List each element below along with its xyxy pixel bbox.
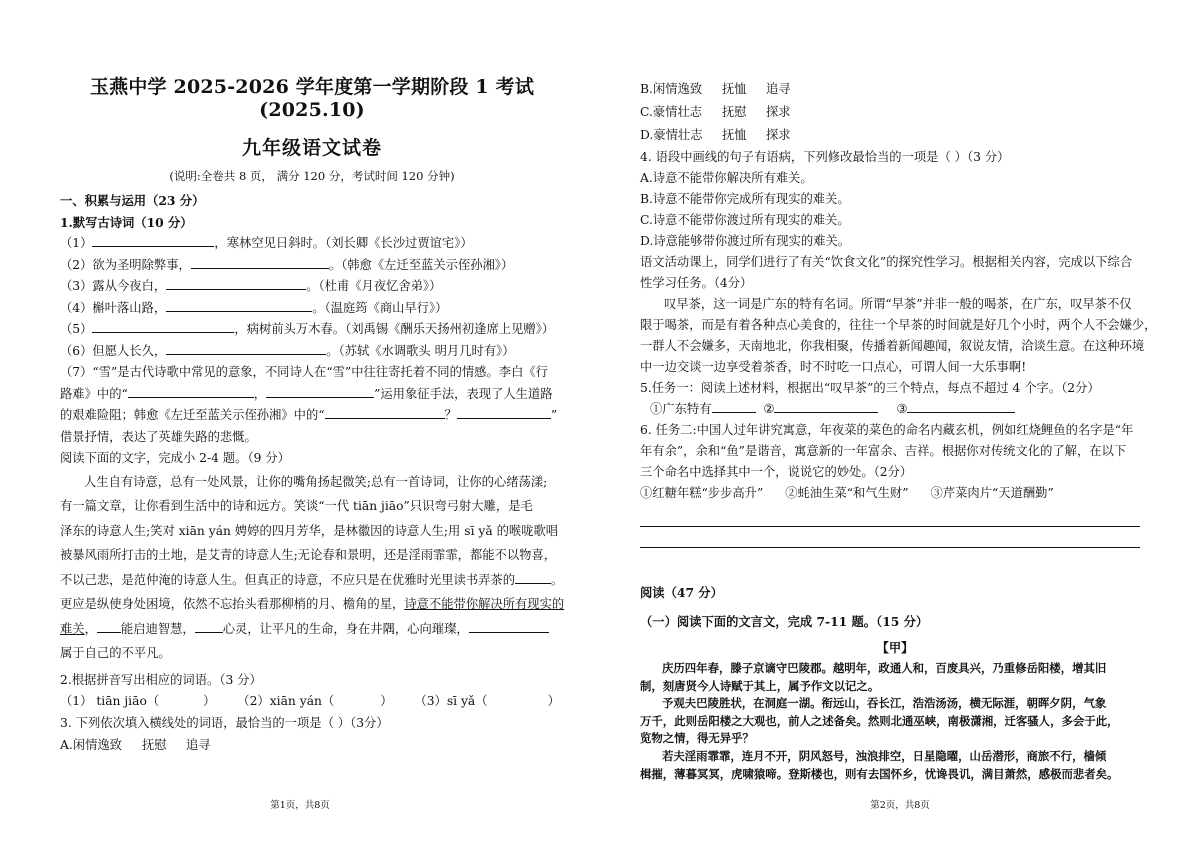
passage-line: 人生自有诗意，总有一处风景，让你的嘴角扬起微笑;总有一首诗词，让你的心绪荡漾; <box>84 474 548 489</box>
poem-item-5 <box>60 319 564 341</box>
option-c[interactable]: C.豪情壮志 抚慰 探求 <box>640 105 791 119</box>
passage-line: 被暴风雨所打击的土地，是艾青的诗意人生;无论春和景明，还是淫雨霏霏，都能不以物喜， <box>60 548 557 562</box>
classical-line: 万千，此则岳阳楼之大观也，前人之述备矣。然则北通巫峡，南极潇湘，迁客骚人，多会于此， <box>640 713 1119 728</box>
classical-line: 制，刻唐贤今人诗赋于其上，属予作文以记之。 <box>640 678 880 693</box>
page-footer: 第1页，共8页 <box>270 800 330 811</box>
item-text: 。（韩愈《左迁至蓝关示侄孙湘》） <box>328 257 514 272</box>
item-num: （5） <box>60 322 93 336</box>
answer-blank[interactable] <box>774 399 878 413</box>
poem-item-6 <box>60 341 564 363</box>
section-heading: 一、积累与运用（23 分） <box>60 193 205 208</box>
question-6-items: ①红糖年糕“步步高升” ②蚝油生菜“和气生财” ③芹菜肉片“天道酬勤” <box>640 486 1054 500</box>
passage-line: 难关， 能启迪智慧， 心灵，让平凡的生命，身在井隅，心向璀璨， <box>60 617 564 642</box>
answer-blank[interactable] <box>907 399 1015 413</box>
item-text: 。（苏轼《水调歌头 明月几时有》） <box>326 343 515 358</box>
poem-item-1 <box>60 233 564 255</box>
answer-blank[interactable] <box>457 405 551 419</box>
page-footer: 第2页，共8页 <box>870 800 930 811</box>
item-text: （2）欲为圣明除弊事， <box>60 257 191 272</box>
item-text: 。（杜甫《月夜忆舍弟》） <box>306 279 442 293</box>
passage-line: 属于自己的不平凡。 <box>60 646 171 660</box>
question-6-line: 年有余”，余和“鱼”是谐音，寓意新的一年富余、吉祥。根据你对传统文化的了解，在以下 <box>640 444 1127 458</box>
right-page <box>600 0 1200 849</box>
exam-subtitle: 九年级语文试卷 <box>241 137 382 159</box>
poem-item-7: （7）“雪”是古代诗歌中常见的意象，不同诗人在“雪”中往往寄托着不同的情感。李白《行 <box>60 365 548 379</box>
tea-passage-line: 叹早茶，这一词是广东的特有名词。所谓“早茶”并非一般的喝茶，在广东，叹早茶不仅 <box>664 297 1132 311</box>
item-text: （4）槲叶落山路， <box>60 300 167 315</box>
answer-blank[interactable] <box>195 619 223 633</box>
answer-blank[interactable] <box>515 570 551 584</box>
underlined-sentence: 诗意不能带你解决所有现实的 <box>404 597 565 611</box>
classical-line: 予观夫巴陵胜状，在洞庭一湖。衔远山，吞长江，浩浩汤汤，横无际涯，朝晖夕阴，气象 <box>662 696 1107 711</box>
answer-blank[interactable] <box>166 341 326 355</box>
question-2: 2.根据拼音写出相应的词语。（3 分） <box>60 672 262 687</box>
item-text: ，寒林空见日斜时。（刘长卿《长沙过贾谊宅》） <box>214 236 473 250</box>
section-heading: 阅读（47 分） <box>640 585 723 600</box>
item-text: （6）但愿人长久， <box>60 343 167 358</box>
question-6-line: 三个命名中选择其中一个，说说它的妙处。（2分） <box>640 465 913 479</box>
option-b[interactable]: B.闲情逸致 抚恤 追寻 <box>640 82 791 96</box>
question-2-items: （1） tiān jiāo（ ） （2）xiān yán（ ） （3）sī yǎ（ ） <box>60 694 560 708</box>
item-num: （1） <box>60 236 93 250</box>
reading-passage <box>60 470 564 666</box>
passage-label: 【甲】 <box>876 640 914 655</box>
answer-blank[interactable] <box>92 319 234 333</box>
classical-line: 若夫淫雨霏霏，连月不开，阴风怒号，浊浪排空，日星隐曜，山岳潜形，商旅不行，樯倾 <box>662 748 1107 763</box>
classical-line: 庆历四年春，滕子京谪守巴陵郡。越明年，政通人和，百废具兴，乃重修岳阳楼，增其旧 <box>662 661 1107 675</box>
poem-item-7-line3: 的艰难险阻；韩愈《左迁至蓝关示侄孙湘》中的“ ？ ” <box>60 405 564 427</box>
passage-line: 更应是纵使身处困境，依然不忘抬头看那柳梢的月、檐角的星，诗意不能带你解决所有现实的 <box>60 597 565 611</box>
exam-note: (说明:全卷共 8 页， 满分 120 分，考试时间 120 分钟) <box>169 169 455 183</box>
item-text: （3）露从今夜白， <box>60 279 167 293</box>
poem-item-7-line4: 借景抒情，表达了英雄失路的悲慨。 <box>60 429 257 444</box>
answer-line[interactable] <box>640 506 1140 527</box>
q4-option-c[interactable]: C.诗意不能带你渡过所有现实的难关。 <box>640 213 850 227</box>
poem-item-3 <box>60 276 564 298</box>
poem-item-4 <box>60 298 564 320</box>
q4-option-d[interactable]: D.诗意能够带你渡过所有现实的难关。 <box>640 234 851 248</box>
answer-blank[interactable] <box>712 399 756 413</box>
poem-item-7-line2: 路难》中的“ ， ”运用象征手法，表现了人生道路 <box>60 384 564 406</box>
question-5-items: ①广东特有 ② ③ <box>640 399 1150 420</box>
option-a[interactable]: A.闲情逸致 抚慰 追寻 <box>60 738 211 752</box>
answer-blank[interactable] <box>97 619 121 633</box>
question-6: 6. 任务二:中国人过年讲究寓意，年夜菜的菜色的命名内藏玄机，例如红烧鲤鱼的名字是“年 <box>640 423 1134 437</box>
sub-heading: （一）阅读下面的文言文，完成 7-11 题。（15 分） <box>640 614 929 629</box>
question-5: 5.任务一：阅读上述材料，根据出“叹早茶”的三个特点，每点不超过 4 个字。（2分） <box>640 381 1100 395</box>
classical-line: 览物之情，得无异乎？ <box>640 731 754 746</box>
activity-intro: 语文活动课上，同学们进行了有关“饮食文化”的探究性学习。根据相关内容，完成以下综合 <box>640 255 1133 269</box>
option-d[interactable]: D.豪情壮志 抚恤 探求 <box>640 128 791 142</box>
classical-line: 楫摧，薄暮冥冥，虎啸猿啼。登斯楼也，则有去国怀乡，忧谗畏讥，满目萧然，感极而悲者矣。 <box>640 766 1119 781</box>
answer-blank[interactable] <box>166 298 312 312</box>
answer-line[interactable] <box>640 527 1140 548</box>
reading-intro: 阅读下面的文字，完成小 2-4 题。（9 分） <box>60 451 290 465</box>
passage-line: 泽东的诗意人生;笑对 xiān yán 娉婷的四月芳华，是林徽因的诗意人生;用 sī yǎ 的喉咙歌唱 <box>60 523 559 538</box>
answer-blank[interactable] <box>469 619 549 633</box>
tea-passage-line: 一群人不会嫌多，天南地北，你我相聚，传播着新闻趣闻，叙说友情，洽谈生意。在这种环境 <box>640 339 1145 353</box>
answer-blank[interactable] <box>166 276 306 290</box>
tea-passage-line: 中一边交谈一边享受着茶香，时不时吃一口点心，可谓人间一大乐事啊! <box>640 360 1027 374</box>
answer-blank[interactable] <box>266 384 374 398</box>
q4-option-a[interactable]: A.诗意不能带你解决所有难关。 <box>640 171 813 185</box>
answer-blank[interactable] <box>92 233 214 247</box>
activity-intro: 性学习任务。（4分） <box>640 276 753 290</box>
q4-option-b[interactable]: B.诗意不能带你完成所有现实的难关。 <box>640 192 850 206</box>
answer-blank[interactable] <box>191 255 329 269</box>
item-text: ，病树前头万木春。（刘禹锡《酬乐天扬州初逢席上见赠》） <box>234 322 555 336</box>
passage-line: 不以己悲，是范仲淹的诗意人生。但真正的诗意，不应只是在优雅时光里读书弄茶的 。 <box>60 568 564 593</box>
question-4: 4. 语段中画线的句子有语病，下列修改最恰当的一项是（ ）（3 分） <box>640 150 1010 164</box>
answer-blank[interactable] <box>128 384 254 398</box>
poem-item-2 <box>60 255 564 277</box>
exam-title: 玉燕中学 2025-2026 学年度第一学期阶段 1 考试(2025.10) <box>89 76 535 121</box>
item-text: 。（温庭筠《商山早行》） <box>312 300 448 315</box>
passage-line: 有一篇文章，让你看到生活中的诗和远方。笑谈“一代 tiān jiāo”只识弯弓射大雕，是毛 <box>60 499 533 513</box>
question-heading: 1.默写古诗词（10 分） <box>60 214 193 230</box>
underlined-sentence: 难关 <box>60 621 85 636</box>
answer-blank[interactable] <box>325 405 445 419</box>
tea-passage-line: 限于喝茶，而是有着各种点心美食的，往往一个早茶的时间就是好几个小时，两个人不会嫌少， <box>640 318 1157 332</box>
question-3: 3. 下列依次填入横线处的词语，最恰当的一项是（ ）（3分） <box>60 715 389 730</box>
